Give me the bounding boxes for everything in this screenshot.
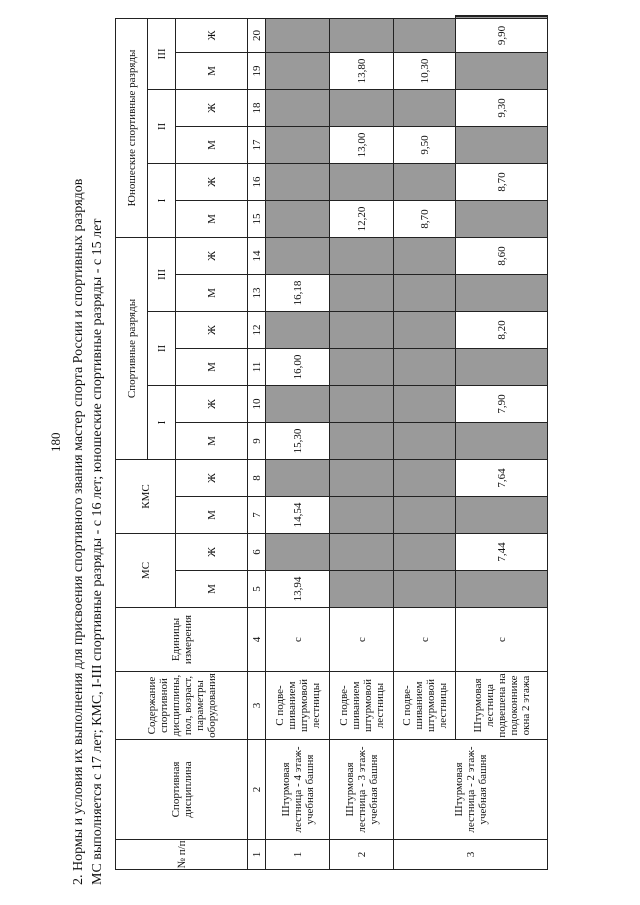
value-cell-shaded xyxy=(394,89,456,126)
value-cell-shaded xyxy=(394,534,456,571)
header-rank-1: I xyxy=(148,386,176,460)
header-m: М xyxy=(176,52,248,89)
row-num: 3 xyxy=(394,840,548,870)
col-number: 16 xyxy=(248,163,266,200)
value-cell: 12,20 xyxy=(330,200,394,237)
value-cell-shaded xyxy=(330,497,394,534)
row-unit: с xyxy=(266,608,330,672)
col-number: 13 xyxy=(248,275,266,312)
header-zh: Ж xyxy=(176,312,248,349)
value-cell: 8,60 xyxy=(456,237,548,274)
col-number: 15 xyxy=(248,200,266,237)
col-number: 10 xyxy=(248,386,266,423)
page-number: 180 xyxy=(48,432,63,452)
col-number: 14 xyxy=(248,237,266,274)
header-youth-rank-2: II xyxy=(148,89,176,163)
col-number: 3 xyxy=(248,672,266,740)
row-discipline: Штурмовая лестница - 4 этаж-учебная башня xyxy=(266,740,330,840)
value-cell-shaded xyxy=(266,237,330,274)
value-cell-shaded xyxy=(456,200,548,237)
col-number: 12 xyxy=(248,312,266,349)
value-cell-shaded xyxy=(330,349,394,386)
value-cell-shaded xyxy=(456,423,548,460)
value-cell-shaded xyxy=(394,460,456,497)
rotated-page-content xyxy=(70,0,640,905)
header-kms: КМС xyxy=(116,460,176,534)
header-rank-3: III xyxy=(148,237,176,311)
header-zh: Ж xyxy=(176,237,248,274)
value-cell: 13,80 xyxy=(330,52,394,89)
header-youth-ranks: Юношеские спортивные разряды xyxy=(116,18,148,237)
row-content: Штурмовая лестница подвешена на подоконнике окна 2 этажа xyxy=(456,672,548,740)
value-cell-shaded xyxy=(266,89,330,126)
header-units: Единицы измерения xyxy=(116,608,248,672)
value-cell-shaded xyxy=(330,163,394,200)
value-cell-shaded xyxy=(394,349,456,386)
row-num: 1 xyxy=(266,840,330,870)
value-cell-shaded xyxy=(456,52,548,89)
value-cell: 16,00 xyxy=(266,349,330,386)
row-unit: с xyxy=(456,608,548,672)
header-zh: Ж xyxy=(176,534,248,571)
value-cell: 8,20 xyxy=(456,312,548,349)
row-unit: с xyxy=(330,608,394,672)
value-cell: 7,64 xyxy=(456,460,548,497)
header-m: М xyxy=(176,200,248,237)
header-m: М xyxy=(176,571,248,608)
col-number: 7 xyxy=(248,497,266,534)
value-cell-shaded xyxy=(394,423,456,460)
header-m: М xyxy=(176,275,248,312)
value-cell: 9,30 xyxy=(456,89,548,126)
col-number: 1 xyxy=(248,840,266,870)
value-cell-shaded xyxy=(330,386,394,423)
value-cell-shaded xyxy=(266,386,330,423)
col-number: 18 xyxy=(248,89,266,126)
value-cell-shaded xyxy=(266,200,330,237)
value-cell: 13,94 xyxy=(266,571,330,608)
value-cell-shaded xyxy=(266,534,330,571)
value-cell-shaded xyxy=(330,312,394,349)
value-cell-shaded xyxy=(456,349,548,386)
header-rank-2: II xyxy=(148,312,176,386)
header-ms: МС xyxy=(116,534,176,608)
value-cell-shaded xyxy=(394,386,456,423)
header-zh: Ж xyxy=(176,386,248,423)
header-m: М xyxy=(176,423,248,460)
value-cell: 14,54 xyxy=(266,497,330,534)
value-cell-shaded xyxy=(330,423,394,460)
section-subheading: МС выполняется с 17 лет; КМС, I-III спортивные разряды - с 16 лет; юношеские спортивные разряды - с 15 лет xyxy=(90,218,105,885)
col-number: 6 xyxy=(248,534,266,571)
header-zh: Ж xyxy=(176,460,248,497)
value-cell-shaded xyxy=(266,312,330,349)
table-row xyxy=(266,16,330,870)
header-zh: Ж xyxy=(176,18,248,52)
value-cell: 9,50 xyxy=(394,126,456,163)
table-row xyxy=(330,16,394,870)
header-num: № п/п xyxy=(116,840,248,870)
value-cell: 7,44 xyxy=(456,534,548,571)
value-cell-shaded xyxy=(456,126,548,163)
norms-table xyxy=(115,15,548,870)
col-number: 19 xyxy=(248,52,266,89)
header-youth-rank-3: III xyxy=(148,18,176,89)
value-cell-shaded xyxy=(330,275,394,312)
row-discipline: Штурмовая лестница - 2 этаж-учебная башня xyxy=(394,740,548,840)
value-cell-shaded xyxy=(394,275,456,312)
header-zh: Ж xyxy=(176,89,248,126)
value-cell-shaded xyxy=(456,16,548,17)
value-cell: 13,00 xyxy=(330,126,394,163)
column-number-row xyxy=(248,16,266,870)
value-cell-shaded xyxy=(456,571,548,608)
value-cell-shaded xyxy=(394,163,456,200)
value-cell: 7,90 xyxy=(456,386,548,423)
row-num: 2 xyxy=(330,840,394,870)
value-cell: 8,70 xyxy=(394,200,456,237)
header-m: М xyxy=(176,126,248,163)
row-content: С подве-шиванием штурмовой лестницы xyxy=(330,672,394,740)
value-cell-shaded xyxy=(330,89,394,126)
value-cell-shaded xyxy=(330,460,394,497)
value-cell-shaded xyxy=(266,18,330,52)
header-m: М xyxy=(176,349,248,386)
value-cell-shaded xyxy=(394,497,456,534)
value-cell-shaded xyxy=(394,18,456,52)
table-row xyxy=(394,16,456,870)
header-m: М xyxy=(176,497,248,534)
value-cell-shaded xyxy=(266,52,330,89)
header-sport-ranks: Спортивные разряды xyxy=(116,237,148,459)
row-content: С подве-шиванием штурмовой лестницы xyxy=(266,672,330,740)
section-heading: 2. Нормы и условия их выполнения для присвоения спортивного звания мастер спорта России и спортивных разрядов xyxy=(71,178,86,885)
value-cell-shaded xyxy=(456,17,548,18)
col-number: 20 xyxy=(248,18,266,52)
header-discipline: Спортивная дисциплина xyxy=(116,740,248,840)
header-youth-rank-1: I xyxy=(148,163,176,237)
col-number: 9 xyxy=(248,423,266,460)
value-cell-shaded xyxy=(330,571,394,608)
value-cell-shaded xyxy=(394,312,456,349)
value-cell-shaded xyxy=(330,18,394,52)
value-cell-shaded xyxy=(394,571,456,608)
row-discipline: Штурмовая лестница - 3 этаж-учебная башня xyxy=(330,740,394,840)
row-content: С подве-шиванием штурмовой лестницы xyxy=(394,672,456,740)
col-number: 2 xyxy=(248,740,266,840)
col-number: 8 xyxy=(248,460,266,497)
header-zh: Ж xyxy=(176,163,248,200)
value-cell-shaded xyxy=(266,126,330,163)
value-cell: 16,18 xyxy=(266,275,330,312)
value-cell-shaded xyxy=(456,275,548,312)
col-number: 17 xyxy=(248,126,266,163)
value-cell-shaded xyxy=(456,497,548,534)
value-cell-shaded xyxy=(394,237,456,274)
header-content: Содержание спортивной дисциплины, пол, возраст, параметры оборудования xyxy=(116,672,248,740)
value-cell: 10,30 xyxy=(394,52,456,89)
value-cell-shaded xyxy=(266,163,330,200)
value-cell: 9,90 xyxy=(456,18,548,52)
col-number: 4 xyxy=(248,608,266,672)
value-cell-shaded xyxy=(330,237,394,274)
value-cell: 8,70 xyxy=(456,163,548,200)
row-unit: с xyxy=(394,608,456,672)
col-number: 5 xyxy=(248,571,266,608)
value-cell-shaded xyxy=(330,534,394,571)
value-cell: 15,30 xyxy=(266,423,330,460)
col-number: 11 xyxy=(248,349,266,386)
value-cell-shaded xyxy=(266,460,330,497)
